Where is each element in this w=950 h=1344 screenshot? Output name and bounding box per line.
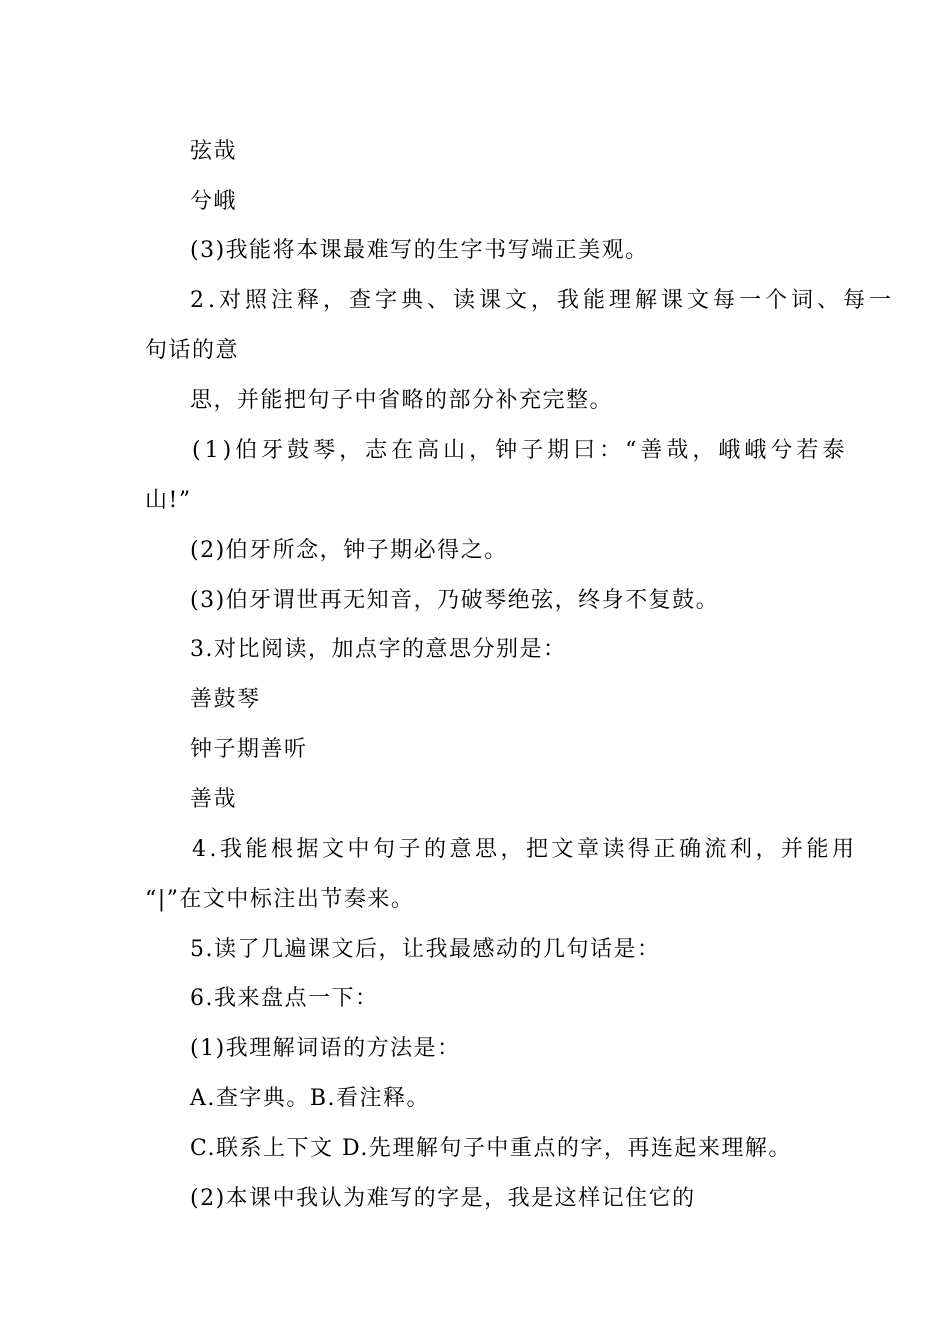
text-line: 4.我能根据文中句子的意思，把文章读得正确流利，并能用 [192,837,858,862]
text-line: 善鼓琴 [190,687,261,712]
text-line: (2)本课中我认为难写的字是，我是这样记住它的 [190,1186,696,1211]
text-line: 山!” [145,488,192,513]
text-line: (3)我能将本课最难写的生字书写端正美观。 [190,238,649,263]
text-line: C.联系上下文 D.先理解句子中重点的字，再连起来理解。 [190,1136,792,1161]
text-line: 句话的意 [145,338,240,363]
text-line: 2.对照注释，查字典、读课文，我能理解课文每一个词、每一 [190,288,895,313]
text-line: (2)伯牙所念，钟子期必得之。 [190,538,508,563]
text-line: 兮峨 [190,189,238,214]
text-line: 思，并能把句子中省略的部分补充完整。 [190,388,614,413]
text-line: “|”在文中标注出节奏来。 [145,887,415,912]
text-line: 6.我来盘点一下： [190,986,379,1011]
text-line: 3.对比阅读，加点字的意思分别是： [190,637,567,662]
text-line: 钟子期善听 [190,737,308,762]
text-line: 弦哉 [190,139,238,164]
text-line: A.查字典。B.看注释。 [190,1086,431,1111]
text-line: (3)伯牙谓世再无知音，乃破琴绝弦，终身不复鼓。 [190,588,720,613]
text-line: 善哉 [190,787,238,812]
text-line: (1)伯牙鼓琴，志在高山，钟子期曰：“善哉，峨峨兮若泰 [192,438,849,463]
text-line: 5.读了几遍课文后，让我最感动的几句话是： [190,937,661,962]
text-line: (1)我理解词语的方法是： [190,1036,461,1061]
